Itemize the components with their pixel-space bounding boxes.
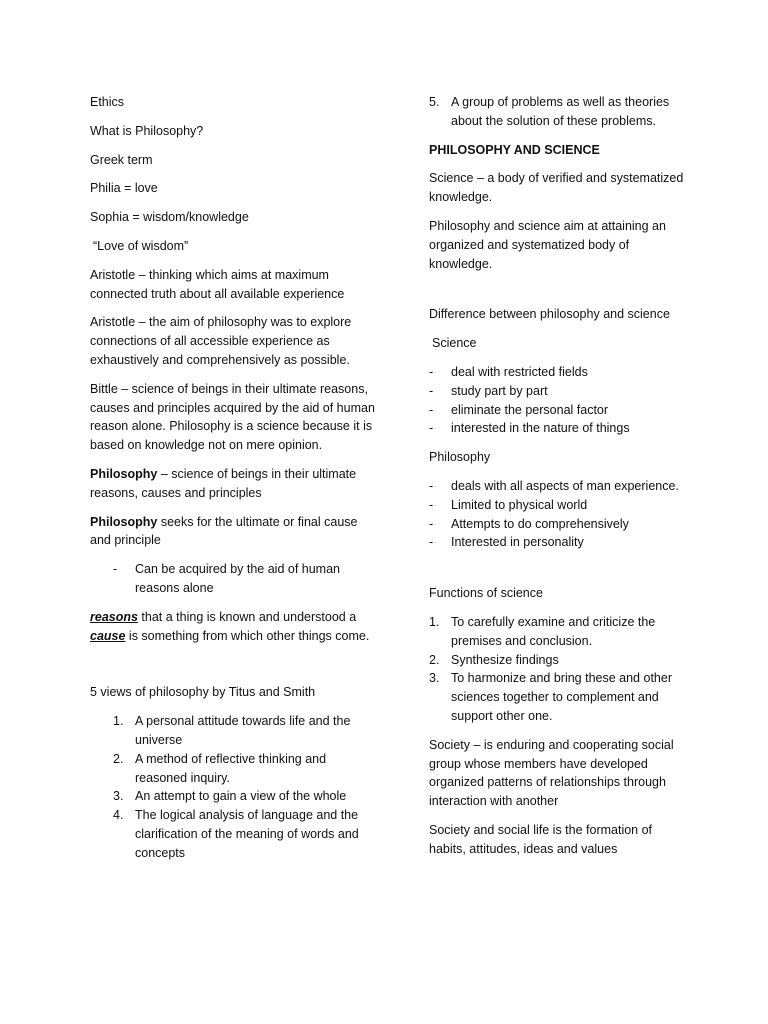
list-item [113,806,375,862]
list-item-text: Attempts to do comprehensively [451,516,629,531]
difference-title: Difference between philosophy and science [429,307,670,322]
list-item [429,496,689,515]
list-number: 4. [113,808,124,823]
list-item-text: A personal attitude towards life and the universe [135,714,351,747]
list-item [429,363,689,382]
list-item-text: study part by part [451,383,548,398]
philosophy-definition-text: – science of beings in their ultimate reasons, causes and principles [90,466,357,500]
section-heading: PHILOSOPHY AND SCIENCE [429,142,600,157]
reasons-term: reasons [90,609,138,624]
dash-marker: - [429,364,434,379]
list-item-text: Interested in personality [451,535,584,550]
aim-paragraph: Philosophy and science aim at attaining an organized and systematized body of knowledge. [429,218,666,271]
list-item-text: eliminate the personal factor [451,402,609,417]
dash-marker: - [429,516,434,531]
cause-term: cause [90,628,126,643]
list-item [429,533,689,552]
functions-title: Functions of science [429,586,543,601]
list-item [113,560,375,598]
what-is-philosophy: What is Philosophy? [90,123,204,138]
list-number: 1. [429,614,440,629]
list-item-text: A method of reflective thinking and reasoned inquiry. [135,751,327,785]
list-item [113,750,375,788]
views-list [90,712,375,862]
science-list [429,363,689,438]
list-item-text: An attempt to gain a view of the whole [135,789,347,804]
list-item-text: Synthesize findings [451,652,559,667]
philosophy-label: Philosophy [429,450,491,465]
science-label: Science [432,336,477,351]
list-number: 2. [113,751,124,766]
list-item [429,477,689,496]
list-item-text: Limited to physical world [451,497,588,512]
philia-definition: Philia = love [90,181,158,196]
aristotle-definition-1: Aristotle – thinking which aims at maximum connected truth about all available experience [90,267,345,301]
dash-marker: - [429,535,434,550]
philosophy-definition [90,465,375,503]
greek-term: Greek term [90,152,153,167]
list-item [429,515,689,534]
philosophy-seeks-text: seeks for the ultimate or final cause and principle [90,514,358,548]
list-item-text: The logical analysis of language and the clarification of the meaning of words and concepts [135,808,359,860]
love-of-wisdom: “Love of wisdom” [93,238,189,253]
list-number: 3. [113,789,124,804]
list-item-text: To carefully examine and criticize the premises and conclusion. [451,614,656,648]
right-column [429,93,689,869]
list-item [429,669,689,725]
list-item-text: A group of problems as well as theories about the solution of these problems. [451,95,670,128]
cause-text: is something from which other things come. [125,628,370,643]
society-definition: Society – is enduring and cooperating social group whose members have developed organized patterns of relationships through interaction with another [429,737,674,809]
list-item [113,787,375,806]
dash-marker: - [429,383,434,398]
philosophy-seeks [90,513,375,551]
list-item-text: deal with restricted fields [451,364,588,379]
acquired-list [90,560,375,598]
list-item-text: interested in the nature of things [451,421,630,436]
list-item [429,382,689,401]
society-life: Society and social life is the formation of habits, attitudes, ideas and values [429,822,653,856]
science-definition: Science – a body of verified and systematized knowledge. [429,171,684,205]
list-item [113,712,375,750]
philosophy-term: Philosophy [90,514,158,529]
dash-marker: - [429,497,434,512]
dash-marker: - [113,562,118,577]
reasons-cause-paragraph [90,608,375,646]
list-item-text: To harmonize and bring these and other sciences together to complement and support other one. [451,671,672,723]
list-item [429,613,689,651]
functions-list [429,613,689,726]
list-number: 3. [429,671,440,686]
list-number: 5. [429,95,440,109]
list-item [429,401,689,420]
list-item [429,651,689,670]
list-item-text: Can be acquired by the aid of human reasons alone [135,562,340,595]
views-title: 5 views of philosophy by Titus and Smith [90,685,316,700]
bittle-definition: Bittle – science of beings in their ultimate reasons, causes and principles acquired by the aid of human reason alone. Philosophy is a science because it is based on knowledge not on mere opinion. [90,381,375,453]
list-item [429,93,689,131]
sophia-definition: Sophia = wisdom/knowledge [90,210,249,225]
left-column [90,93,375,873]
list-item [429,419,689,438]
philosophy-term: Philosophy [90,466,158,481]
dash-marker: - [429,478,434,493]
aristotle-definition-2: Aristotle – the aim of philosophy was to explore connections of all accessible experience as exhaustively and comprehensively as possible. [90,315,352,367]
list-number: 1. [113,714,124,729]
dash-marker: - [429,402,434,417]
dash-marker: - [429,421,434,436]
philosophy-list [429,477,689,552]
list-item-text: deals with all aspects of man experience. [451,478,679,493]
views-list-continued [429,93,689,131]
ethics-title: Ethics [90,95,125,109]
list-number: 2. [429,652,440,667]
reasons-text: that a thing is known and understood a [137,609,357,624]
